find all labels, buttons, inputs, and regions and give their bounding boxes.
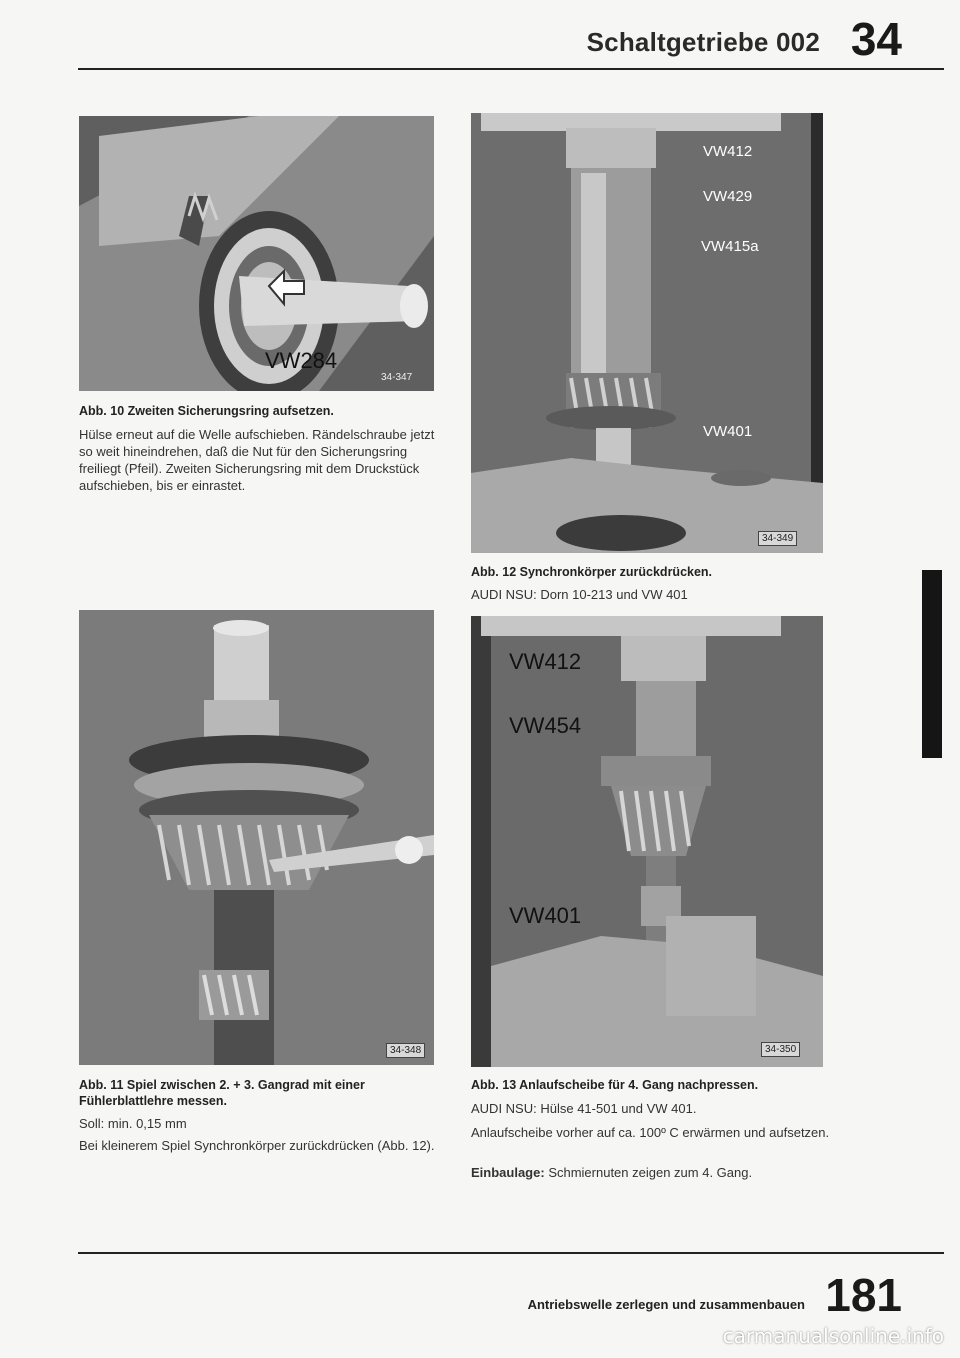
figure-13-body-2: Anlaufscheibe vorher auf ca. 100º C erwärmen und aufsetzen. — [471, 1125, 830, 1140]
figure-11-caption: Abb. 11 Spiel zwischen 2. + 3. Gangrad mit einer Fühlerblattlehre messen. — [79, 1078, 365, 1108]
figure-10-caption: Abb. 10 Zweiten Sicherungsring aufsetzen. — [79, 404, 334, 418]
figure-11-photo — [79, 610, 434, 1065]
tool-label-vw412: VW412 — [703, 143, 753, 160]
figure-10-illustration — [79, 116, 434, 391]
tool-label-vw412: VW412 — [509, 649, 582, 674]
tool-label-vw401: VW401 — [703, 423, 753, 440]
figure-11-id: 34-348 — [386, 1043, 425, 1058]
figure-13-body-3 — [471, 1164, 831, 1181]
figure-12-photo — [471, 113, 823, 553]
figure-12-caption: Abb. 12 Synchronkörper zurückdrücken. — [471, 565, 713, 579]
page-header-title: Schaltgetriebe 002 — [586, 27, 820, 57]
watermark: carmanualsonline.info — [722, 1324, 944, 1348]
tool-label-vw454: VW454 — [509, 713, 582, 738]
page-number: 181 — [825, 1269, 902, 1321]
tool-label-vw429: VW429 — [703, 188, 753, 205]
tool-label-vw284: VW284 — [265, 348, 338, 373]
figure-10-id: 34-347 — [381, 372, 413, 383]
figure-13-caption: Abb. 13 Anlaufscheibe für 4. Gang nachpressen. — [471, 1078, 759, 1092]
figure-13-body-1: AUDI NSU: Hülse 41-501 und VW 401. — [471, 1101, 697, 1116]
figure-12-id: 34-349 — [758, 531, 797, 546]
figure-13-id: 34-350 — [761, 1042, 800, 1057]
figure-10-photo — [79, 116, 434, 391]
tool-label-vw415a: VW415a — [701, 238, 759, 255]
section-tab-marker — [922, 570, 942, 758]
figure-11-body: Bei kleinerem Spiel Synchronkörper zurückdrücken (Abb. 12). — [79, 1138, 435, 1153]
figure-12-body: AUDI NSU: Dorn 10-213 und VW 401 — [471, 587, 688, 602]
figure-13-photo — [471, 616, 823, 1067]
figure-10-body: Hülse erneut auf die Welle aufschieben. Rändelschraube jetzt so weit hineindrehen, daß die Nut für den Sicherungsring freiliegt (Pfeil). Zweiten Sicherungsring mit dem Druckstück aufschieben, bis er einrastet. — [79, 427, 435, 493]
header-rule — [78, 68, 944, 70]
footer-rule — [78, 1252, 944, 1254]
tool-label-vw401: VW401 — [509, 903, 582, 928]
figure-13-illustration — [471, 616, 823, 1067]
section-number: 34 — [850, 13, 902, 65]
figure-12-illustration — [471, 113, 823, 553]
installation-text: Schmiernuten zeigen zum 4. Gang. — [548, 1165, 753, 1180]
figure-11-spec: Soll: min. 0,15 mm — [79, 1116, 187, 1131]
installation-label: Einbaulage: — [471, 1165, 545, 1180]
figure-11-illustration — [79, 610, 434, 1065]
footer-title: Antriebswelle zerlegen und zusammenbauen — [527, 1297, 805, 1312]
